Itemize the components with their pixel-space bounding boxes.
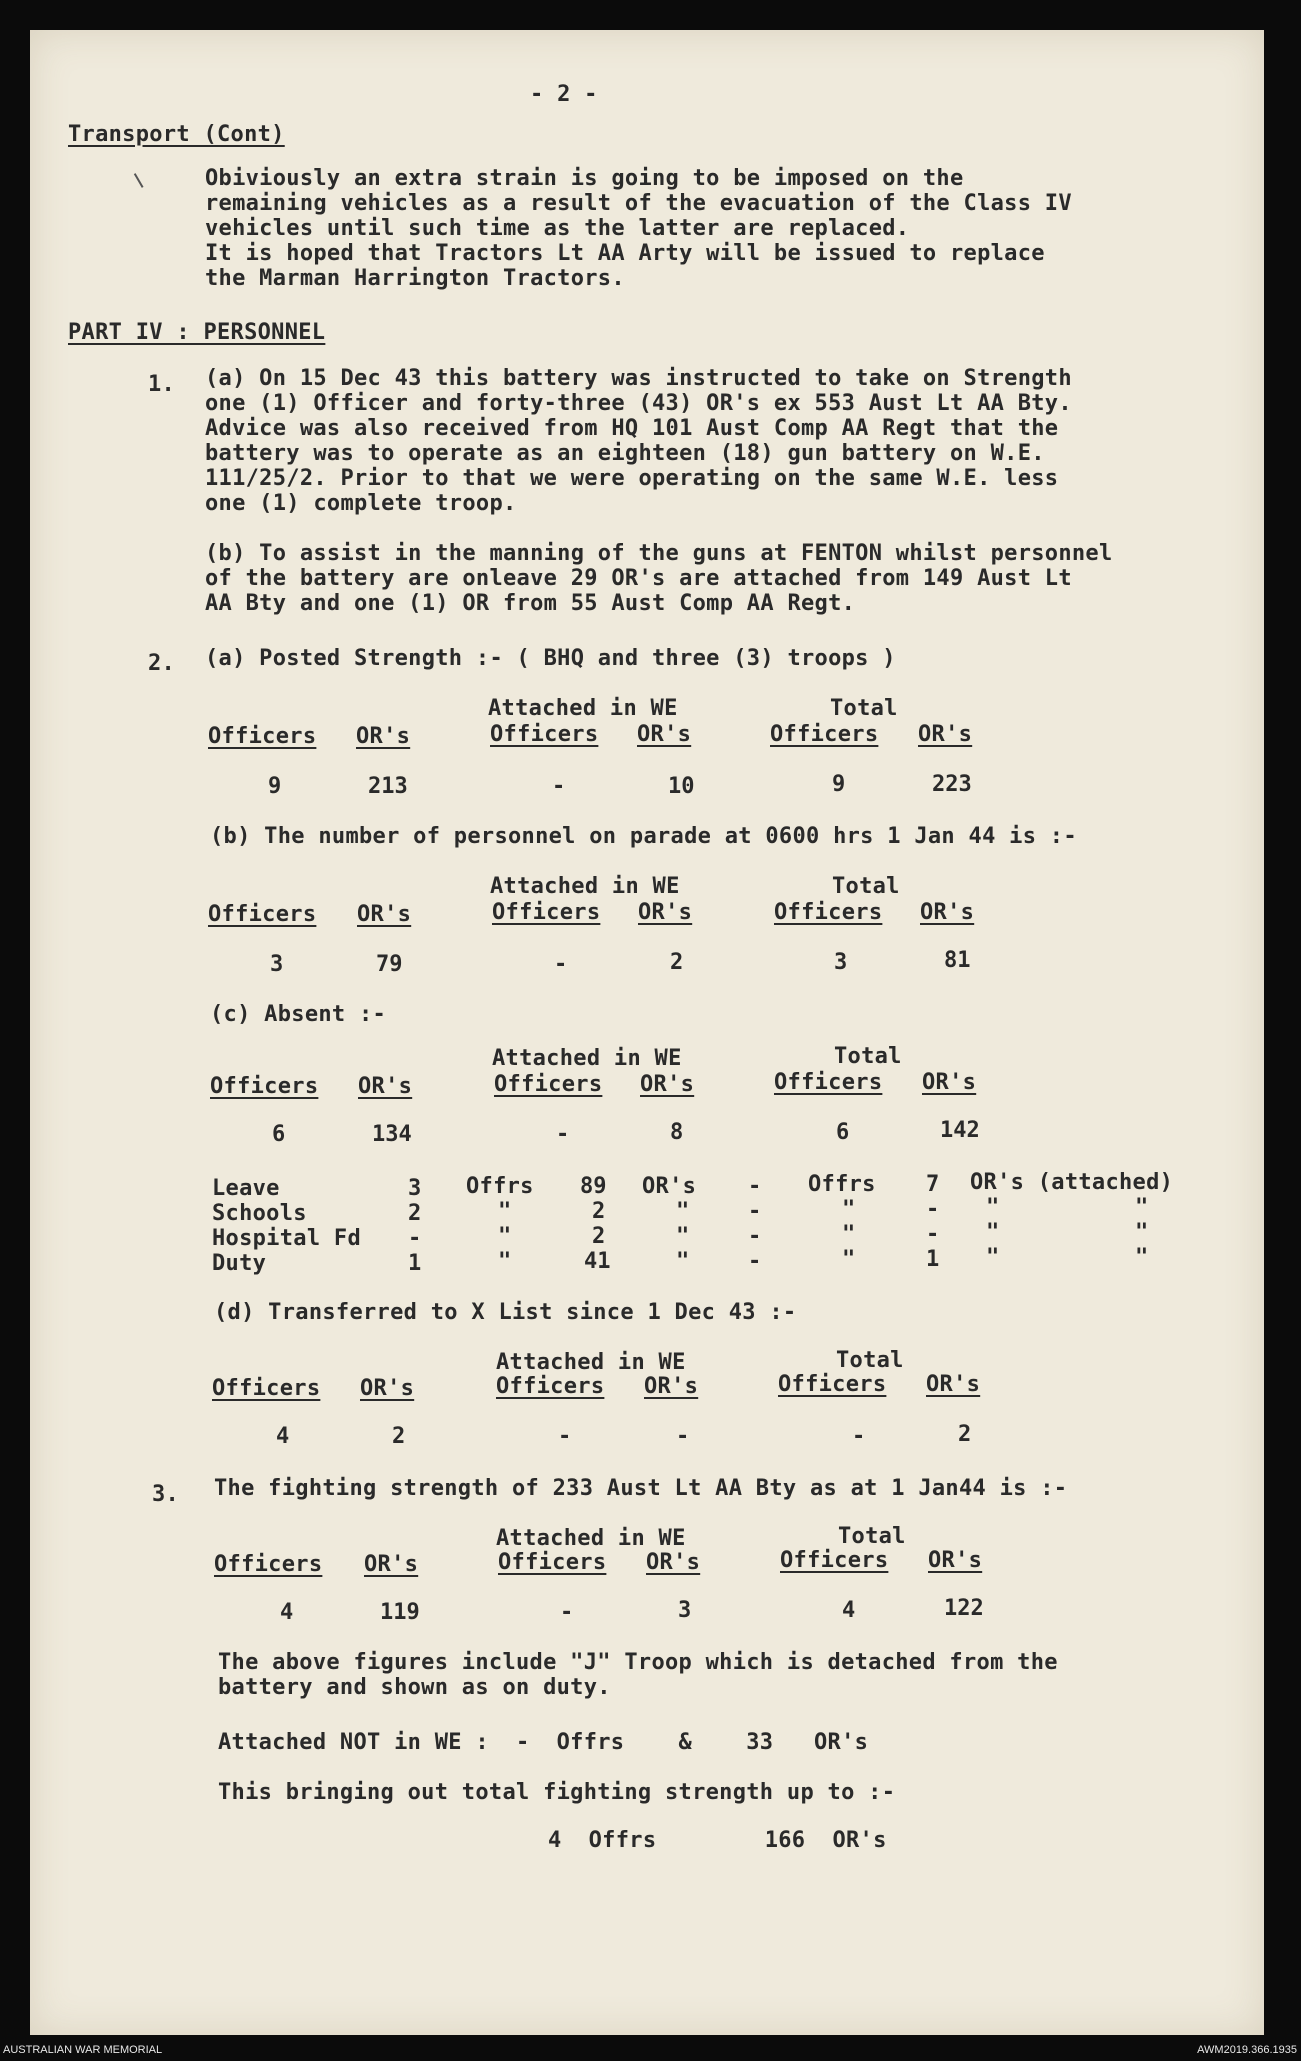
ors-col-header: OR's	[638, 900, 693, 925]
para-2b: (b) The number of personnel on parade at 0600 hrs 1 Jan 44 is :-	[210, 824, 1077, 849]
table-cell: 79	[376, 952, 403, 977]
absence-unit: "	[842, 1197, 856, 1222]
absence-value: -	[926, 1197, 940, 1222]
table-cell: -	[852, 1424, 866, 1449]
transport-line: the Marman Harrington Tractors.	[205, 266, 625, 291]
absence-value: 3	[408, 1176, 422, 1201]
officers-col-header: Officers	[208, 724, 317, 749]
officers-col-header: Officers	[498, 1550, 607, 1575]
absence-unit: " "	[986, 1245, 1149, 1270]
table-cell: 122	[944, 1596, 984, 1621]
table-cell: 4	[842, 1598, 856, 1623]
officers-col-header: Officers	[774, 900, 883, 925]
ors-col-header: OR's	[644, 1374, 699, 1399]
absence-value: -	[748, 1224, 762, 1249]
attached-header: Attached in WE	[492, 1046, 682, 1071]
para-1a-line: Advice was also received from HQ 101 Aust Comp AA Regt that the	[205, 416, 1059, 441]
footer-accession: AWM2019.366.1935	[1197, 2044, 1297, 2056]
table-cell: 6	[836, 1120, 850, 1145]
absence-value: -	[408, 1226, 422, 1251]
para-2a: (a) Posted Strength :- ( BHQ and three (3) troops )	[205, 646, 896, 671]
absence-value: 89	[580, 1174, 607, 1199]
officers-col-header: Officers	[496, 1374, 605, 1399]
officers-col-header: Officers	[494, 1072, 603, 1097]
table-cell: 9	[832, 772, 846, 797]
para-2c: (c) Absent :-	[210, 1002, 387, 1027]
ors-col-header: OR's	[926, 1372, 981, 1397]
officers-col-header: Officers	[492, 900, 601, 925]
officers-col-header: Officers	[780, 1548, 889, 1573]
attached-header: Attached in WE	[496, 1526, 686, 1551]
table-cell: 213	[368, 774, 408, 799]
transport-line: It is hoped that Tractors Lt AA Arty will be issued to replace	[205, 241, 1045, 266]
table-cell: 4	[276, 1424, 290, 1449]
ors-col-header: OR's	[918, 722, 973, 747]
absence-unit: " "	[986, 1220, 1149, 1245]
table-cell: 3	[834, 950, 848, 975]
page-number: - 2 -	[530, 82, 598, 107]
absence-unit: "	[498, 1249, 512, 1274]
absence-unit: "	[676, 1199, 690, 1224]
table-cell: 142	[940, 1118, 980, 1143]
absence-unit: " "	[986, 1195, 1149, 1220]
transport-heading: Transport (Cont)	[68, 122, 285, 147]
table-cell: 6	[272, 1122, 286, 1147]
absence-value: -	[748, 1249, 762, 1274]
table-cell: 9	[268, 774, 282, 799]
officers-col-header: Officers	[214, 1552, 323, 1577]
absence-unit: OR's (attached)	[970, 1170, 1174, 1195]
absence-unit: "	[498, 1199, 512, 1224]
ors-col-header: OR's	[928, 1548, 983, 1573]
para-number: 1.	[148, 372, 176, 397]
absence-value: -	[926, 1222, 940, 1247]
table-cell: 10	[668, 774, 695, 799]
para-1a-line: one (1) Officer and forty-three (43) OR's ex 553 Aust Lt AA Bty.	[205, 391, 1072, 416]
attached-header: Attached in WE	[490, 874, 680, 899]
ors-col-header: OR's	[640, 1072, 695, 1097]
officers-col-header: Officers	[774, 1070, 883, 1095]
table-cell: 8	[670, 1120, 684, 1145]
absence-value: 7	[926, 1172, 940, 1197]
table-cell: 134	[372, 1122, 412, 1147]
para-1a-line: 111/25/2. Prior to that we were operating on the same W.E. less	[205, 466, 1059, 491]
officers-col-header: Officers	[770, 722, 879, 747]
table-cell: -	[558, 1424, 572, 1449]
officers-col-header: Officers	[208, 902, 317, 927]
table-cell: -	[556, 1122, 570, 1147]
para-1a-line: one (1) complete troop.	[205, 491, 517, 516]
total-header: Total	[834, 1044, 902, 1069]
total-header: Total	[836, 1348, 904, 1373]
para-2d: (d) Transferred to X List since 1 Dec 43 :-	[214, 1300, 797, 1325]
total-header: Total	[838, 1524, 906, 1549]
para-number: 3.	[152, 1482, 180, 1507]
table-cell: -	[552, 774, 566, 799]
para-1a-line: battery was to operate as an eighteen (18) gun battery on W.E.	[205, 441, 1045, 466]
ors-col-header: OR's	[920, 900, 975, 925]
table-cell: 119	[380, 1600, 420, 1625]
part4-heading: PART IV : PERSONNEL	[68, 320, 326, 345]
absence-unit: OR's	[642, 1174, 697, 1199]
para-3: The fighting strength of 233 Aust Lt AA Bty as at 1 Jan44 is :-	[214, 1476, 1068, 1501]
para-1b-line: (b) To assist in the manning of the guns at FENTON whilst personnel	[205, 541, 1113, 566]
para-1a-line: (a) On 15 Dec 43 this battery was instructed to take on Strength	[205, 366, 1072, 391]
absence-unit: "	[842, 1222, 856, 1247]
para-number: 2.	[148, 651, 176, 676]
ors-col-header: OR's	[637, 722, 692, 747]
officers-col-header: Officers	[490, 722, 599, 747]
absence-unit: "	[498, 1224, 512, 1249]
absence-value: 1	[408, 1251, 422, 1276]
transport-line: remaining vehicles as a result of the evacuation of the Class IV	[205, 191, 1072, 216]
absence-unit: "	[676, 1224, 690, 1249]
table-cell: 3	[270, 952, 284, 977]
bringing-line: This bringing out total fighting strength up to :-	[218, 1780, 896, 1805]
absence-value: -	[748, 1199, 762, 1224]
absence-value: 2	[408, 1201, 422, 1226]
ors-col-header: OR's	[364, 1552, 419, 1577]
table-cell: 81	[944, 948, 971, 973]
ors-col-header: OR's	[358, 1074, 413, 1099]
table-cell: 4	[280, 1600, 294, 1625]
total-header: Total	[830, 696, 898, 721]
table-cell: 2	[392, 1424, 406, 1449]
table-cell: -	[554, 952, 568, 977]
officers-col-header: Officers	[210, 1074, 319, 1099]
absence-unit: Offrs	[466, 1174, 534, 1199]
ors-col-header: OR's	[922, 1070, 977, 1095]
para-1b-line: of the battery are onleave 29 OR's are attached from 149 Aust Lt	[205, 566, 1072, 591]
absence-unit: Offrs	[808, 1172, 876, 1197]
absence-value: 2	[592, 1199, 606, 1224]
absence-value: -	[748, 1174, 762, 1199]
attached-header: Attached in WE	[496, 1350, 686, 1375]
attached-header: Attached in WE	[488, 696, 678, 721]
absence-unit: "	[676, 1249, 690, 1274]
absence-label: Schools	[212, 1201, 307, 1226]
final-strength: 4 Offrs 166 OR's	[548, 1828, 887, 1853]
absence-label: Hospital Fd	[212, 1226, 361, 1251]
table-cell: 2	[670, 950, 684, 975]
ors-col-header: OR's	[360, 1376, 415, 1401]
transport-line: vehicles until such time as the latter are replaced.	[205, 216, 910, 241]
officers-col-header: Officers	[778, 1372, 887, 1397]
officers-col-header: Officers	[212, 1376, 321, 1401]
absence-label: Duty	[212, 1251, 267, 1276]
attached-not-line: Attached NOT in WE : - Offrs & 33 OR's	[218, 1730, 869, 1755]
note-line: The above figures include "J" Troop which is detached from the	[218, 1650, 1058, 1675]
transport-line: Obiviously an extra strain is going to be imposed on the	[205, 166, 964, 191]
table-cell: -	[676, 1424, 690, 1449]
table-cell: 3	[678, 1598, 692, 1623]
absence-value: 2	[592, 1224, 606, 1249]
absence-label: Leave	[212, 1176, 280, 1201]
absence-value: 1	[926, 1247, 940, 1272]
para-1b-line: AA Bty and one (1) OR from 55 Aust Comp AA Regt.	[205, 591, 856, 616]
absence-value: 41	[584, 1249, 611, 1274]
total-header: Total	[832, 874, 900, 899]
absence-unit: "	[842, 1247, 856, 1272]
ors-col-header: OR's	[646, 1550, 701, 1575]
footer-source: AUSTRALIAN WAR MEMORIAL	[3, 2044, 163, 2056]
note-line: battery and shown as on duty.	[218, 1675, 611, 1700]
ors-col-header: OR's	[356, 724, 411, 749]
table-cell: 223	[932, 772, 972, 797]
table-cell: 2	[958, 1422, 972, 1447]
table-cell: -	[560, 1600, 574, 1625]
ors-col-header: OR's	[357, 902, 412, 927]
